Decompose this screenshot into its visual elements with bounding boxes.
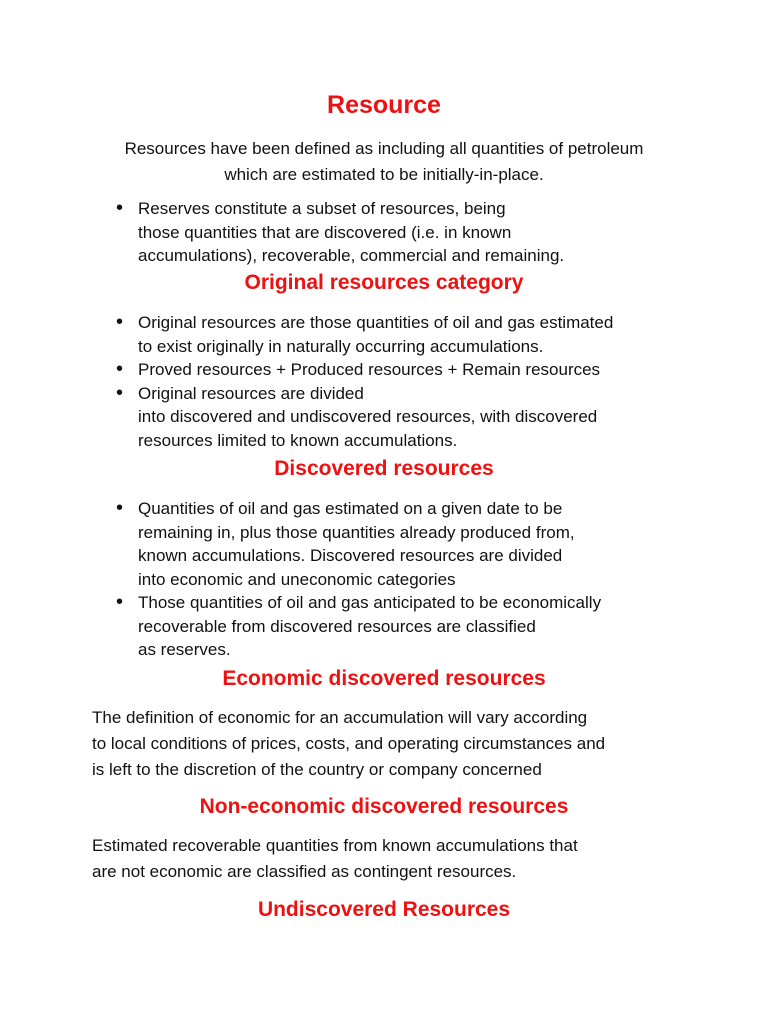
section-heading-economic: Economic discovered resources <box>222 667 546 690</box>
page-title: Resource <box>327 91 441 119</box>
economic-paragraph: The definition of economic for an accumulation will vary according to local conditions of prices, costs, and operating circumstances and is left to the discretion of the country or company concerned <box>92 708 606 779</box>
discovered-bullet-list <box>116 497 736 662</box>
section-heading-original: Original resources category <box>244 271 524 294</box>
section-heading-discovered: Discovered resources <box>274 457 494 480</box>
bullet-item: • Quantities of oil and gas estimated on a given date to be remaining in, plus those quantities already produced from, known accumulations. Discovered resources are divided into economic and uneconomic categories <box>116 497 736 591</box>
intro-paragraph: Resources have been defined as including all quantities of petroleum which are estimated to be initially-in-place. <box>124 139 644 184</box>
intro-bullet-list <box>116 197 736 268</box>
bullet-item: • Reserves constitute a subset of resources, being those quantities that are discovered (i.e. in known accumulations), recoverable, commercial and remaining. <box>116 197 736 268</box>
bullet-item: • Those quantities of oil and gas anticipated to be economically recoverable from discovered resources are classified as reserves. <box>116 591 736 662</box>
bullet-item: • Original resources are divided into discovered and undiscovered resources, with discovered resources limited to known accumulations. <box>116 382 736 453</box>
original-bullet-list <box>116 311 736 452</box>
bullet-item: • Proved resources + Produced resources + Remain resources <box>116 358 736 382</box>
noneconomic-paragraph: Estimated recoverable quantities from known accumulations that are not economic are classified as contingent resources. <box>92 836 578 881</box>
section-heading-undiscovered: Undiscovered Resources <box>257 898 511 921</box>
section-heading-noneconomic: Non-economic discovered resources <box>199 795 569 818</box>
bullet-item: • Original resources are those quantities of oil and gas estimated to exist originally in naturally occurring accumulations. <box>116 311 736 358</box>
